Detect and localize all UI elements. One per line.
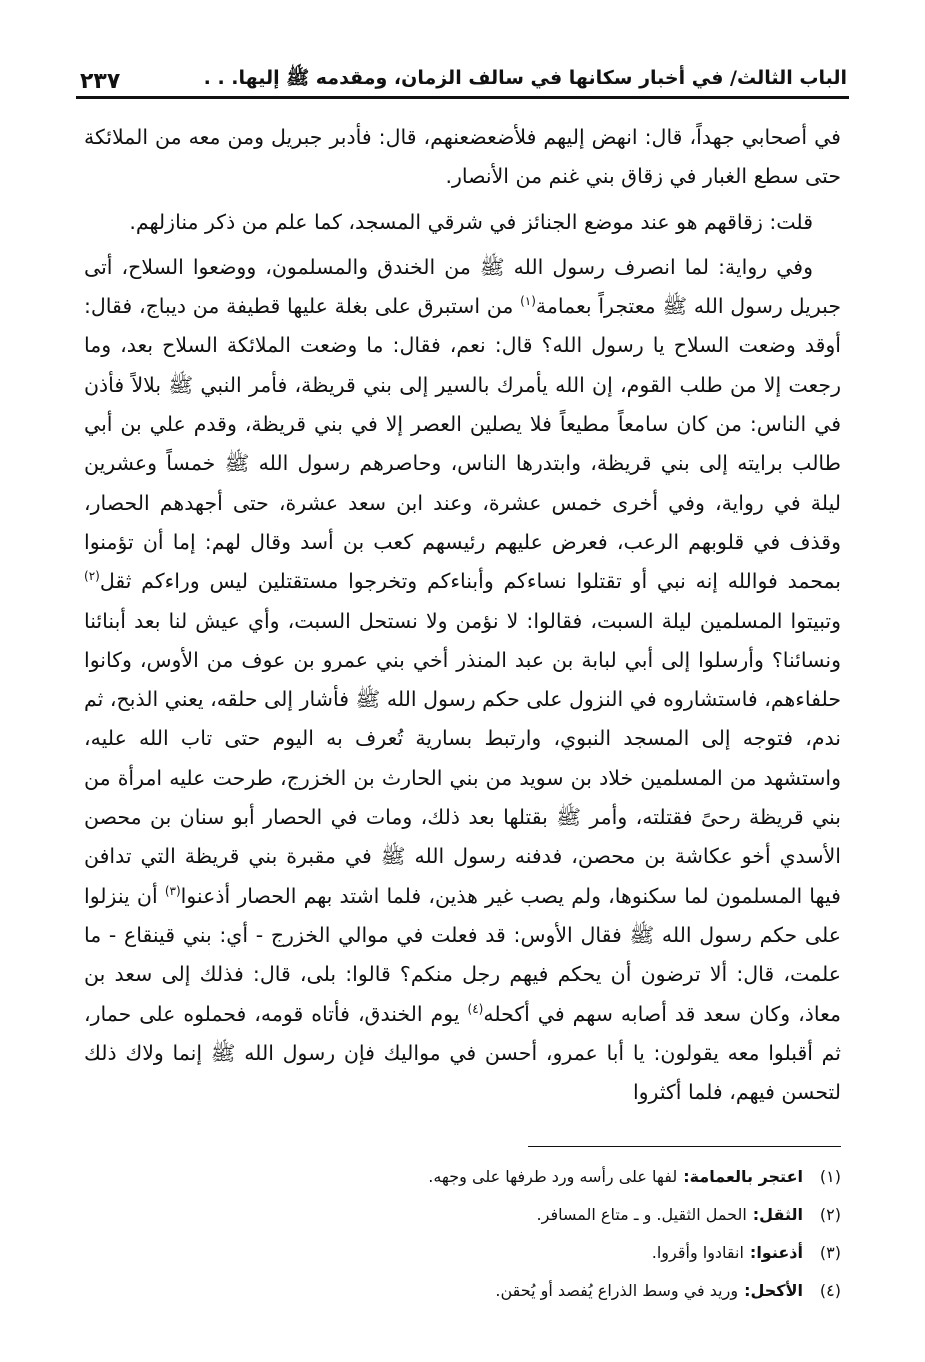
paragraph-3-part-b: من استبرق على بغلة عليها قطيفة من ديباج، فقال: أوقد وضعت السلاح يا رسول الله؟ قال: نعم، فقال: ما وضعت الملائكة السلاح بعد، وما رجعت إلا من طلب القوم، إن الله يأمرك بالسير إلى بني قريظة، فأمر النبي ﷺ بلالاً فأذن في الناس: من كان سامعاً مطيعاً فلا يصلين العصر إلا في بني قريظة، وقدم علي بن أبي طالب برايته إلى بني قريظة، وابتدرها الناس، وحاصرهم رسول الله ﷺ خمساً وعشرين ليلة في رواية، وفي أخرى خمس عشرة، وعند ابن سعد عشرة، حتى أجهدهم الحصار، وقذف في قلوبهم الرعب، فعرض عليهم رئيسهم كعب بن أسد وقال لهم: إما أن تؤمنوا بمحمد فوالله إنه نبي أو تقتلوا نساءكم وأبناءكم وتخرجوا مستقتلين ليس وراءكم ثقل (84, 294, 841, 594)
footnote-term: أذعنوا: (749, 1243, 803, 1262)
footnote-ref-3[interactable]: (٣) (164, 883, 181, 898)
footnote-ref-1[interactable]: (١) (520, 294, 536, 309)
footnote-1 (84, 1158, 841, 1196)
paragraph-2: قلت: زقاقهم هو عند موضع الجنائز في شرقي المسجد، كما علم من ذكر منازلهم. (129, 209, 813, 234)
footnote-term: اعتجر بالعمامة: (683, 1167, 803, 1186)
footnote-text: وريد في وسط الذراع يُفصد أو يُحقن. (495, 1281, 739, 1300)
header-rule (76, 96, 849, 99)
footnote-3 (84, 1234, 841, 1272)
paragraph-3-part-e: يوم الخندق، فأتاه قومه، فحملوه على حمار، ثم أقبلوا معه يقولون: يا أبا عمرو، أحسن في مواليك فإن رسول الله ﷺ إنما ولاك ذلك لتحسن فيهم، فلما أكثروا (84, 1001, 841, 1105)
footnote-number: (٣) (819, 1243, 841, 1262)
footnotes (84, 1158, 841, 1310)
footnote-text: لفها على رأسه ورد طرفها على وجهه. (428, 1167, 678, 1186)
footnote-number: (٢) (819, 1205, 841, 1224)
footnote-ref-2[interactable]: (٢) (84, 569, 100, 584)
running-header (78, 54, 847, 94)
footnote-number: (٤) (819, 1281, 841, 1300)
footnote-ref-4[interactable]: (٤) (467, 1001, 484, 1016)
footnote-term: الثقل: (752, 1205, 803, 1224)
paragraph-3-part-d: أن ينزلوا على حكم رسول الله ﷺ فقال الأوس: قد فعلت في موالي الخزرج - أي: بني قينقاع - ما علمت، قال: ألا ترضون أن يحكم فيهم رجل منكم؟ قالوا: بلى، قال: فذلك إلى سعد بن معاذ، وكان سعد قد أصابه سهم في أكحله (84, 883, 841, 1026)
footnote-4 (84, 1272, 841, 1310)
paragraph-3 (84, 248, 841, 1113)
page-number: ٢٣٧ (80, 69, 121, 94)
footnote-text: انقادوا وأقروا. (651, 1243, 744, 1262)
footnote-text: الحمل الثقيل. و ـ متاع المسافر. (536, 1205, 747, 1224)
paragraph-3-part-c: وتبيتوا المسلمين ليلة السبت، فقالوا: لا نؤمن ولا نستحل السبت، وأي عيش لنا بعد أبنائنا ونسائنا؟ وأرسلوا إلى أبي لبابة بن عبد المنذر أخي بني عمرو بن عوف من الأوس، وكانوا حلفاءهم، فاستشاروه في النزول على حكم رسول الله ﷺ فأشار إلى حلقه، يعني الذبح، ثم ندم، فتوجه إلى المسجد النبوي، وارتبط بسارية تُعرف به اليوم حتى تاب الله عليه، واستشهد من المسلمين خلاد بن سويد من بني الحارث بن الخزرج، طرحت عليه امرأة من بني قريظة رحىً فقتلته، وأمر ﷺ بقتلها بعد ذلك، ومات في الحصار أبو سنان بن محصن الأسدي أخو عكاشة بن محصن، فدفنه رسول الله ﷺ في مقبرة بني قريظة التي تدافن فيها المسلمون لما سكنوها، ولم يصب غير هذين، فلما اشتد بهم الحصار أذعنوا (84, 608, 841, 908)
chapter-title: الباب الثالث/ في أخبار سكانها في سالف الزمان، ومقدمه ﷺ إليها. . . (203, 67, 847, 89)
footnote-2 (84, 1196, 841, 1234)
footnote-term: الأكحل: (744, 1281, 803, 1300)
footnote-number: (١) (819, 1167, 841, 1186)
main-text (84, 118, 841, 1112)
paragraph-3-part-a: وفي رواية: لما انصرف رسول الله ﷺ من الخندق والمسلمون، ووضعوا السلاح، أتى جبريل رسول الله ﷺ معتجراً بعمامة (84, 254, 841, 319)
footnote-separator (528, 1146, 841, 1147)
paragraph-1: في أصحابي جهداً، قال: انهض إليهم فلأضعضعنهم، قال: فأدبر جبريل ومن معه من الملائكة حتى سطع الغبار في زقاق بني غنم من الأنصار. (84, 125, 841, 189)
